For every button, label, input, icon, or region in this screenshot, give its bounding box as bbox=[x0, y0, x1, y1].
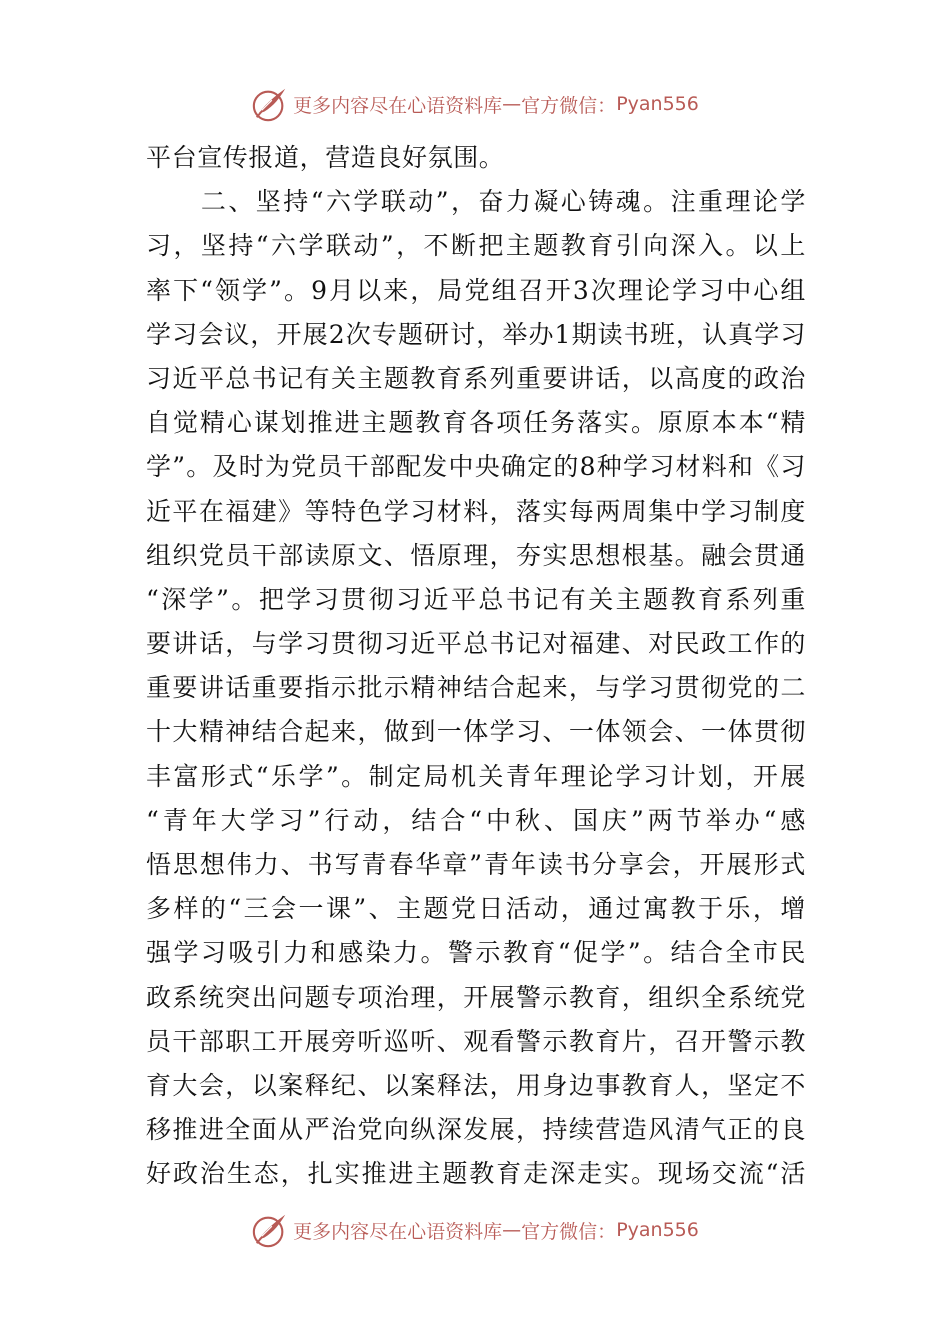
text-line: 多样的“三会一课”、主题党日活动，通过寓教于乐，增 bbox=[146, 894, 806, 924]
banner-slogan: 更多内容尽在心语资料库 bbox=[293, 1220, 503, 1243]
text-line: “深学”。把学习贯彻习近平总书记有关主题教育系列重 bbox=[146, 584, 806, 614]
banner-slogan: 更多内容尽在心语资料库 bbox=[293, 94, 503, 117]
header-banner bbox=[0, 84, 950, 124]
text-line: 好政治生态，扎实推进主题教育走深走实。现场交流“活 bbox=[146, 1159, 806, 1189]
banner-wechat-id: Pyan556 bbox=[616, 93, 699, 115]
text-line: 近平在福建》等特色学习材料，落实每两周集中学习制度 bbox=[146, 496, 806, 526]
text-line: 十大精神结合起来，做到一体学习、一体领会、一体贯彻 bbox=[146, 717, 806, 747]
text-line: “青年大学习”行动，结合“中秋、国庆”两节举办“感 bbox=[146, 805, 806, 835]
banner-wechat-id: Pyan556 bbox=[616, 1219, 699, 1241]
text-line: 丰富形式“乐学”。制定局机关青年理论学习计划，开展 bbox=[146, 761, 806, 791]
text-line: 育大会，以案释纪、以案释法，用身边事教育人，坚定不 bbox=[146, 1070, 806, 1100]
banner-wechat-label: 官方微信： bbox=[521, 1220, 617, 1243]
footer-banner bbox=[0, 1210, 950, 1250]
text-line: 学”。及时为党员干部配发中央确定的8种学习材料和《习 bbox=[146, 452, 806, 482]
text-line: 政系统突出问题专项治理，开展警示教育，组织全系统党 bbox=[146, 982, 806, 1012]
text-line: 组织党员干部读原文、悟原理，夯实思想根基。融会贯通 bbox=[146, 540, 806, 570]
text-line: 要讲话，与学习贯彻习近平总书记对福建、对民政工作的 bbox=[146, 629, 806, 659]
banner-dash: — bbox=[502, 93, 522, 115]
text-line: 自觉精心谋划推进主题教育各项任务落实。原原本本“精 bbox=[146, 408, 806, 438]
text-line: 二、坚持“六学联动”，奋力凝心铸魂。注重理论学 bbox=[146, 187, 806, 217]
banner-wechat-label: 官方微信： bbox=[521, 94, 617, 117]
text-line: 习，坚持“六学联动”，不断把主题教育引向深入。以上 bbox=[146, 231, 806, 261]
text-line: 平台宣传报道，营造良好氛围。 bbox=[146, 143, 505, 172]
text-line: 移推进全面从严治党向纵深发展，持续营造风清气正的良 bbox=[146, 1115, 806, 1145]
text-line: 强学习吸引力和感染力。警示教育“促学”。结合全市民 bbox=[146, 938, 806, 968]
text-line: 悟思想伟力、书写青春华章”青年读书分享会，开展形式 bbox=[146, 850, 806, 879]
text-line: 重要讲话重要指示批示精神结合起来，与学习贯彻党的二 bbox=[146, 673, 806, 703]
banner-dash: — bbox=[502, 1219, 522, 1241]
text-line: 习近平总书记有关主题教育系列重要讲话，以高度的政治 bbox=[146, 363, 806, 393]
quill-pen-logo-icon bbox=[251, 85, 289, 123]
document-body bbox=[146, 136, 806, 1197]
text-line: 率下“领学”。9月以来，局党组召开3次理论学习中心组 bbox=[146, 275, 806, 305]
text-line: 学习会议，开展2次专题研讨，举办1期读书班，认真学习 bbox=[146, 319, 806, 349]
quill-pen-logo-icon bbox=[251, 1211, 289, 1249]
text-line: 员干部职工开展旁听巡听、观看警示教育片，召开警示教 bbox=[146, 1026, 806, 1056]
